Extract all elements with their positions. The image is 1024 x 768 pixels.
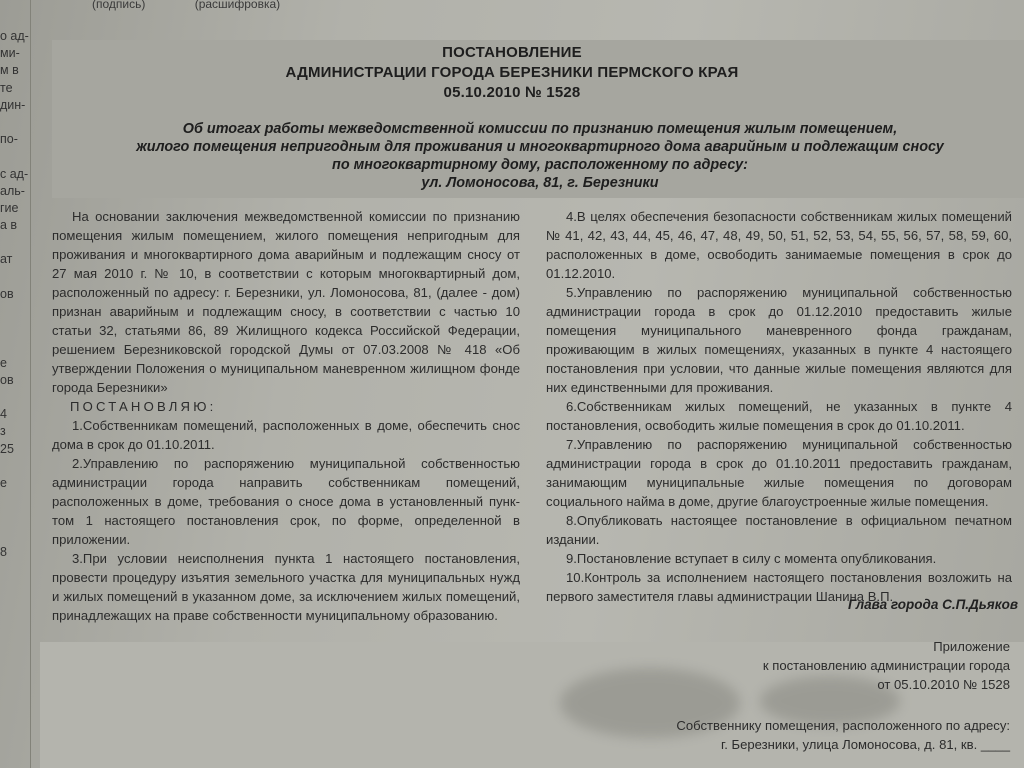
clause-5: 5.Управлению по распоряжению муниципальной собственностью администрации города в срок до 01.12.2010 предоставить жилые помещения муниципального маневренного фонда гражданам, проживающим в жилых помещениях, указанных в пункте 4 настоящего постановления при условии, что данные жилые помещения являются для них единственными для проживания.: [546, 285, 1012, 395]
addressee-line-2: г. Березники, улица Ломоносова, д. 81, кв. ____: [721, 737, 1010, 752]
signature-caption: (подпись): [92, 0, 146, 11]
left-fragment-line: [0, 526, 34, 543]
left-fragment-line: з: [0, 424, 6, 439]
left-fragment-line: ов: [0, 286, 14, 301]
left-fragment-line: ов: [0, 372, 14, 387]
subject-line-1: Об итогах работы межведомственной комиссии по признанию помещения жилым помещением,: [182, 121, 898, 137]
clause-8: 8.Опубликовать настоящее постановление в официальном печатном издании.: [546, 513, 1012, 547]
left-fragment-line: по-: [0, 132, 18, 147]
left-fragment-line: е: [0, 475, 7, 490]
left-fragment-line: 25: [0, 441, 14, 456]
mayor-signature: Глава города С.П.Дьяков: [847, 597, 1018, 612]
left-fragment-line: а в: [0, 218, 18, 233]
clause-7: 7.Управлению по распоряжению муниципальной собственностью администрации города в срок до 01.10.2011 предоставить гражданам, занимающим муниципальные жилые помещения по договорам социального найма в доме, другие благоустроенные жилые помещения.: [546, 437, 1012, 509]
left-fragment-line: гие: [0, 200, 19, 215]
left-fragment-line: дин-: [0, 97, 26, 112]
clause-3: 3.При условии неисполнения пункта 1 настоящего постановления, провести процедуру изъятия земельного участка для муниципальных нужд и жилых помещений в указанном доме, за исключением жилых помещений, принадлежащих на праве собственности муниципальному образованию.: [52, 551, 520, 623]
left-fragment-line: [0, 337, 34, 354]
left-fragment-line: [0, 458, 34, 475]
preamble-paragraph: На основании заключения межведомственной комиссии по признанию помещения жилым помещением, жилого помещения непригодным для проживания и многоквартирного дома аварийным и подлежащим сносу от 27 мая 2010 г. № 10, в соответствии с которым многоквартирный дом, расположенный по адресу: г. Березники, ул. Ломоносова, 81, (далее - дом) признан аварийным и подлежащим сносу, в соответствии с частью 10 статьи 32, статьями 86, 89 Жилищного кодекса Российской Федерации, решением Березниковской городской Думы от 07.03.2008 № 418 «Об утверждении Положения о муниципальном маневренном жилищном фонде города Березники»: [52, 209, 520, 395]
clause-6: 6.Собственникам жилых помещений, не указанных в пункте 4 постановления, освободить жилые помещения в срок до 01.10.2011.: [546, 399, 1012, 433]
left-text-column: [52, 207, 520, 625]
left-fragment-line: [0, 612, 34, 629]
left-fragment-line: [0, 681, 34, 698]
left-fragment-line: 8: [0, 544, 7, 559]
left-fragment-line: ат: [0, 252, 13, 267]
left-fragment-line: [0, 664, 34, 681]
left-fragment-line: [0, 595, 34, 612]
clause-1: 1.Собственникам помещений, расположенных в доме, обеспечить снос дома в срок до 01.10.2011.: [52, 418, 520, 452]
left-fragment-line: аль-: [0, 183, 25, 198]
signature-caption-row: [92, 0, 326, 11]
left-fragment-line: [0, 148, 34, 165]
left-fragment-line: 4: [0, 407, 7, 422]
left-fragment-line: [0, 320, 34, 337]
clause-9: 9.Постановление вступает в силу с момента опубликования.: [566, 551, 937, 566]
left-fragment-line: е: [0, 355, 7, 370]
subject-line-3: по многоквартирному дому, расположенному по адресу:: [332, 157, 748, 173]
left-fragment-line: [0, 303, 34, 320]
addressee-line-1: Собственнику помещения, расположенного по адресу:: [676, 718, 1010, 733]
appendix-reference: к постановлению администрации города: [762, 658, 1010, 673]
clause-2: 2.Управлению по распоряжению муниципальной собственностью администрации города направить собственникам помещений, расположенных в доме, требования о сносе дома в установленный пунк- том 1 настоящего постановления срок, по форме, определенной в приложении.: [52, 456, 520, 547]
left-fragment-line: ми-: [0, 46, 20, 61]
appendix-date-number: от 05.10.2010 № 1528: [877, 677, 1010, 692]
clause-10: 10.Контроль за исполнением настоящего постановления возложить на первого заместителя главы администрации Шанина В.П.: [546, 570, 1012, 604]
left-fragment-line: с ад-: [0, 166, 29, 181]
left-fragment-line: [0, 234, 34, 251]
postanovlyayu-heading: ПОСТАНОВЛЯЮ:: [70, 399, 217, 414]
left-fragment-line: м в: [0, 63, 19, 78]
left-fragment-line: [0, 561, 34, 578]
left-fragment-line: [0, 578, 34, 595]
left-fragment-line: [0, 389, 34, 406]
left-fragment-line: [0, 647, 34, 664]
document-type: ПОСТАНОВЛЕНИЕ: [442, 44, 582, 61]
left-fragment-line: [0, 630, 34, 647]
document-date-number: 05.10.2010 № 1528: [443, 84, 581, 101]
left-fragment-line: [0, 509, 34, 526]
left-fragment-line: [0, 492, 34, 509]
clause-4: 4.В целях обеспечения безопасности собственникам жилых помещений № 41, 42, 43, 44, 45, 46, 47, 48, 49, 50, 51, 52, 53, 54, 55, 56, 57, 58, 59, 60, расположенных в доме, освободить занимаемые помещения в срок до 01.12.2010.: [546, 209, 1012, 281]
adjacent-column-fragment: [0, 28, 34, 698]
left-fragment-line: [0, 114, 34, 131]
left-fragment-line: те: [0, 80, 13, 95]
right-text-column: [546, 207, 1012, 606]
left-fragment-line: о ад-: [0, 29, 29, 43]
issuing-authority: АДМИНИСТРАЦИИ ГОРОДА БЕРЕЗНИКИ ПЕРМСКОГО КРАЯ: [285, 64, 739, 81]
decoding-caption: (расшифровка): [194, 0, 281, 11]
subject-line-4: ул. Ломоносова, 81, г. Березники: [421, 175, 659, 191]
appendix-label: Приложение: [933, 639, 1010, 654]
column-divider: [30, 0, 31, 768]
subject-line-2: жилого помещения непригодным для проживания и многоквартирного дома аварийным и подлежащим сносу: [136, 139, 944, 155]
left-fragment-line: [0, 269, 34, 286]
